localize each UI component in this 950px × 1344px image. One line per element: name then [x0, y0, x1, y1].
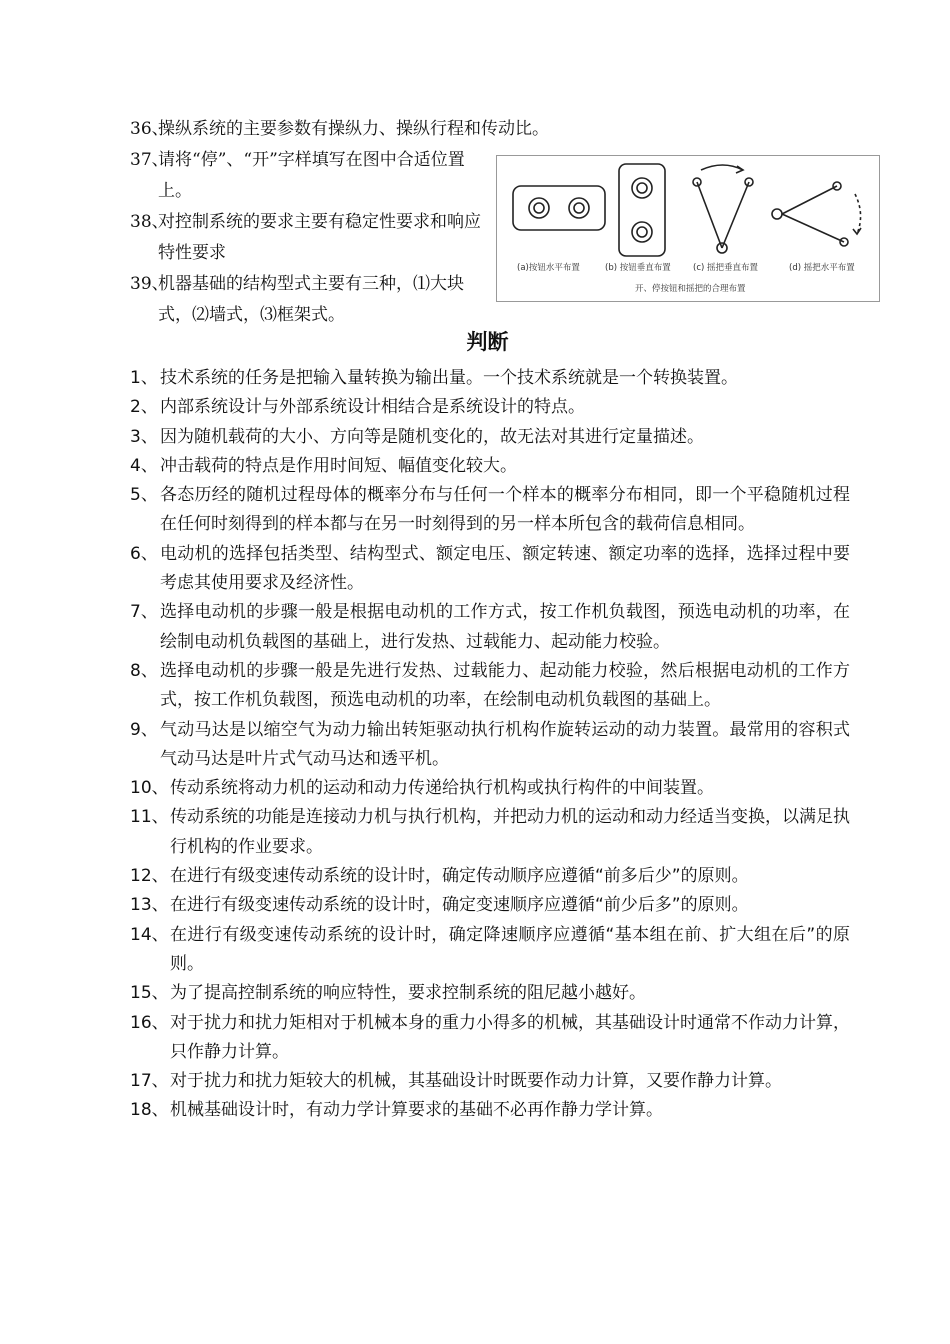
- caption-d: (d) 摇把水平布置: [789, 263, 855, 273]
- list-item: [130, 598, 850, 657]
- item-text: 选择电动机的步骤一般是根据电动机的工作方式，按工作机负载图，预选电动机的功率，在绘制电动机负载图的基础上，进行发热、过载能力、起动能力校验。: [160, 602, 850, 652]
- item-text: 对控制系统的要求主要有稳定性要求和响应特性要求: [158, 212, 481, 263]
- list-item: [130, 716, 850, 775]
- item-number: 11、: [130, 807, 169, 828]
- item-number: 36、: [130, 119, 169, 139]
- item-number: 9、: [130, 719, 158, 740]
- item-text: 对于扰力和扰力矩较大的机械，其基础设计时既要作动力计算，又要作静力计算。: [170, 1071, 782, 1092]
- item-number: 13、: [130, 895, 169, 916]
- horizontal-panel: [513, 186, 605, 230]
- list-item: [130, 452, 850, 481]
- crank-arm: [722, 182, 749, 248]
- list-item: [130, 540, 850, 599]
- list-item: [130, 269, 490, 331]
- crank-pivot: [772, 209, 782, 219]
- item-text: 机器基础的结构型式主要有三种，⑴大块式，⑵墙式，⑶框架式。: [158, 274, 464, 325]
- item-text: 选择电动机的步骤一般是先进行发热、过载能力、起动能力校验，然后根据电动机的工作方式，按工作机负载图，预选电动机的功率，在绘制电动机负载图的基础上。: [160, 660, 850, 711]
- item-number: 12、: [130, 866, 169, 887]
- rotation-arrow: [853, 228, 861, 234]
- list-item: [130, 803, 850, 862]
- item-number: 18、: [130, 1100, 169, 1121]
- crank-arm: [782, 214, 844, 242]
- item-text: 冲击载荷的特点是作用时间短、幅值变化较大。: [160, 455, 517, 476]
- button-icon: [632, 222, 652, 242]
- item-number: 16、: [130, 1012, 169, 1033]
- list-item: [130, 393, 850, 422]
- item-text: 在进行有级变速传动系统的设计时，确定降速顺序应遵循“基本组在前、扩大组在后”的原则。: [170, 924, 850, 974]
- item-text: 在进行有级变速传动系统的设计时，确定传动顺序应遵循“前多后少”的原则。: [170, 866, 749, 887]
- list-item: [130, 921, 850, 980]
- rotation-arrow: [701, 165, 743, 170]
- button-icon: [632, 178, 652, 198]
- item-number: 37、: [130, 150, 169, 170]
- item-text: 气动马达是以缩空气为动力输出转矩驱动执行机构作旋转运动的动力装置。最常用的容积式气动马达是叶片式气动马达和透平机。: [160, 719, 850, 769]
- judgement-list: [130, 364, 850, 1126]
- button-icon: [529, 198, 549, 218]
- item-number: 15、: [130, 983, 169, 1004]
- list-item: [130, 1067, 850, 1096]
- item-number: 2、: [130, 397, 158, 418]
- button-layout-figure: [496, 155, 880, 302]
- item-number: 5、: [130, 485, 158, 506]
- button-icon: [569, 198, 589, 218]
- caption-a: (a)按钮水平布置: [517, 263, 580, 273]
- item-text: 操纵系统的主要参数有操纵力、操纵行程和传动比。: [158, 119, 549, 139]
- item-text: 技术系统的任务是把输入量转换为输出量。一个技术系统就是一个转换装置。: [160, 368, 738, 388]
- caption-c: (c) 摇把垂直布置: [693, 263, 759, 273]
- item-text: 机械基础设计时，有动力学计算要求的基础不必再作静力学计算。: [170, 1100, 663, 1121]
- item-number: 39、: [130, 274, 169, 294]
- item-text: 对于扰力和扰力矩相对于机械本身的重力小得多的机械，其基础设计时通常不作动力计算，只作静力计算。: [170, 1012, 850, 1062]
- list-item: [130, 979, 850, 1008]
- list-item: [130, 774, 850, 803]
- item-number: 38、: [130, 212, 169, 232]
- item-number: 10、: [130, 778, 169, 799]
- item-number: 17、: [130, 1071, 169, 1092]
- item-number: 14、: [130, 924, 169, 945]
- section-heading: 判断: [466, 330, 509, 354]
- list-item: [130, 1096, 850, 1125]
- item-number: 7、: [130, 602, 158, 623]
- list-item: [130, 481, 850, 540]
- item-text: 传动系统将动力机的运动和动力传递给执行机构或执行构件的中间装置。: [170, 778, 714, 799]
- item-number: 3、: [130, 426, 158, 447]
- item-number: 6、: [130, 543, 158, 564]
- list-item: [130, 364, 850, 393]
- item-text: 各态历经的随机过程母体的概率分布与任何一个样本的概率分布相同，即一个平稳随机过程在任何时刻得到的样本都与在另一时刻得到的另一样本所包含的载荷信息相同。: [160, 485, 850, 535]
- list-item: [130, 145, 490, 207]
- list-item: [130, 891, 850, 920]
- button-icon: [574, 203, 584, 213]
- list-item: [130, 423, 850, 452]
- item-text: 电动机的选择包括类型、结构型式、额定电压、额定转速、额定功率的选择，选择过程中要考虑其使用要求及经济性。: [160, 543, 850, 594]
- list-item: [130, 114, 858, 145]
- item-text: 在进行有级变速传动系统的设计时，确定变速顺序应遵循“前少后多”的原则。: [170, 895, 749, 916]
- item-text: 内部系统设计与外部系统设计相结合是系统设计的特点。: [160, 397, 585, 418]
- figure-title: 开、停按钮和摇把的合理布置: [635, 284, 746, 294]
- crank-arm: [697, 182, 722, 248]
- list-item: [130, 862, 850, 891]
- item-text: 为了提高控制系统的响应特性，要求控制系统的阻尼越小越好。: [170, 983, 646, 1004]
- item-text: 请将“停”、“开”字样填写在图中合适位置上。: [158, 150, 465, 201]
- button-icon: [534, 203, 544, 213]
- item-number: 8、: [130, 660, 158, 681]
- item-text: 传动系统的功能是连接动力机与执行机构，并把动力机的运动和动力经适当变换，以满足执行机构的作业要求。: [170, 807, 850, 857]
- rotation-arrow: [855, 194, 861, 234]
- item-number: 1、: [130, 368, 158, 388]
- list-item: [130, 657, 850, 716]
- button-icon: [637, 183, 647, 193]
- crank-arm: [782, 186, 837, 214]
- list-item: [130, 1009, 850, 1068]
- list-item: [130, 207, 490, 269]
- item-number: 4、: [130, 455, 158, 476]
- item-text: 因为随机载荷的大小、方向等是随机变化的，故无法对其进行定量描述。: [160, 426, 704, 447]
- button-icon: [637, 227, 647, 237]
- caption-b: (b) 按钮垂直布置: [605, 263, 671, 273]
- button-layout-diagram: [497, 156, 879, 301]
